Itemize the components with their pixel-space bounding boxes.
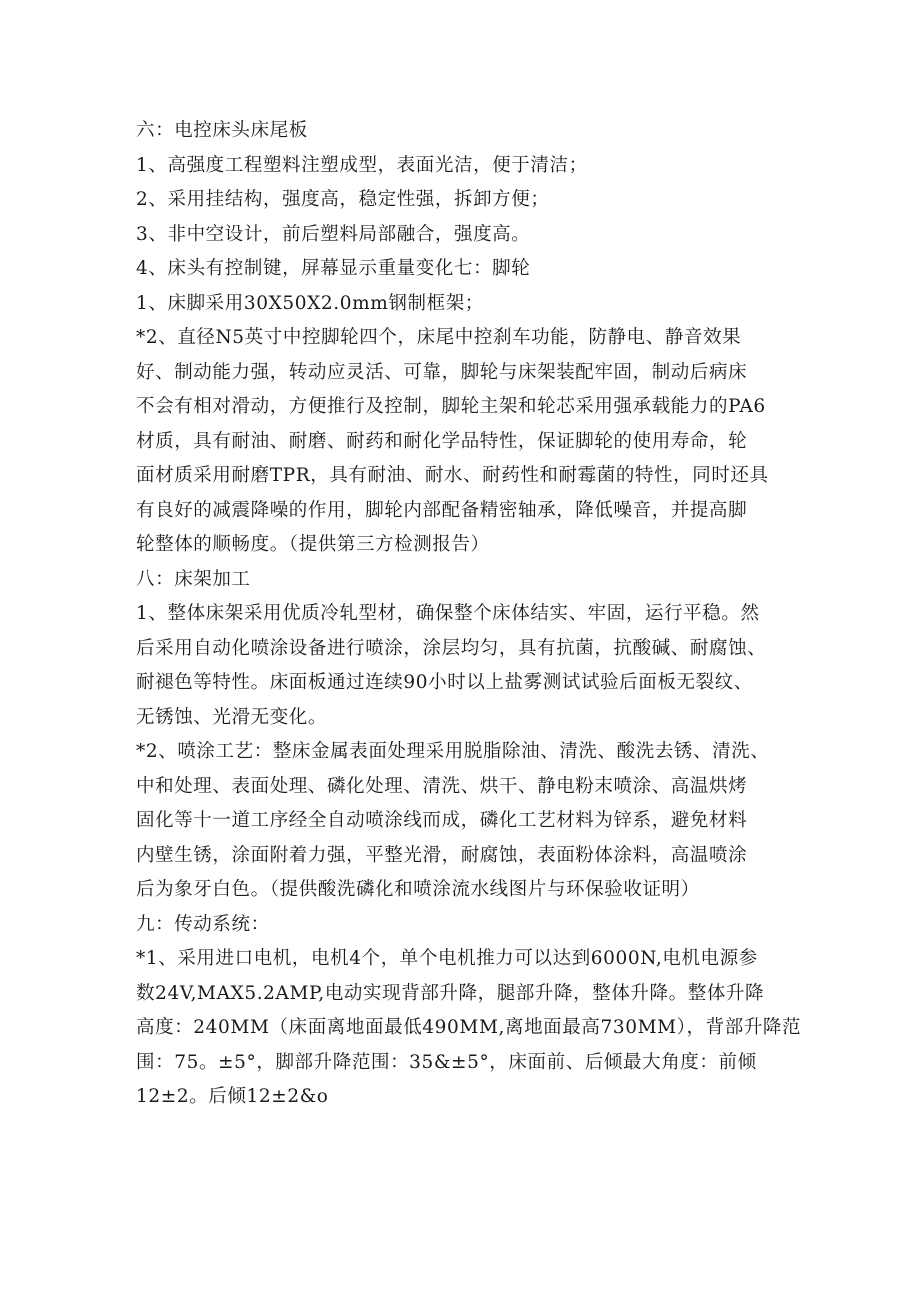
- text-line: *2、喷涂工艺：整床金属表面处理采用脱脂除油、清洗、酸洗去锈、清洗、: [136, 741, 770, 762]
- document-body: [136, 114, 802, 1115]
- text-line: 2、采用挂结构，强度高，稳定性强，拆卸方便；: [136, 189, 550, 210]
- text-line: 1、床脚采用30X50X2.0mm钢制框架；: [136, 292, 484, 314]
- text-line: 固化等十一道工序经全自动喷涂线而成，磷化工艺材料为锌系，避免材料: [136, 810, 748, 831]
- section-heading-frame: 八：床架加工: [136, 568, 251, 590]
- text-line: 面材质采用耐磨TPR，具有耐油、耐水、耐药性和耐霉菌的特性，同时还具: [136, 465, 769, 486]
- text-line: 12±2。后倾12±2&o: [136, 1086, 329, 1107]
- text-line: 有良好的减震降噪的作用，脚轮内部配备精密轴承，降低噪音，并提高脚: [136, 499, 748, 521]
- text-line: 后采用自动化喷涂设备进行喷涂，涂层均匀，具有抗菌，抗酸碱、耐腐蚀、: [136, 637, 767, 659]
- text-line: 好、制动能力强，转动应灵活、可靠，脚轮与床架装配牢固，制动后病床: [136, 361, 748, 383]
- text-line: *2、直径N5英寸中控脚轮四个，床尾中控刹车功能，防静电、静音效果: [136, 327, 742, 348]
- text-line: 后为象牙白色。（提供酸洗磷化和喷涂流水线图片与环保验收证明）: [136, 879, 700, 900]
- text-line: 无锈蚀、光滑无变化。: [136, 706, 328, 728]
- text-line: 数24V,MAX5.2AMP,电动实现背部升降，腿部升降，整体升降。整体升降: [136, 982, 765, 1004]
- text-line: 中和处理、表面处理、磷化处理、清洗、烘干、静电粉末喷涂、高温烘烤: [136, 775, 748, 797]
- text-line: 轮整体的顺畅度。（提供第三方检测报告）: [136, 534, 490, 555]
- text-line: 1、整体床架采用优质冷轧型材，确保整个床体结实、牢固，运行平稳。然: [136, 603, 760, 624]
- text-line: 不会有相对滑动，方便推行及控制，脚轮主架和轮芯采用强承载能力的PA6: [136, 396, 766, 417]
- text-line: 内壁生锈，涂面附着力强，平整光滑，耐腐蚀，表面粉体涂料，高温喷涂: [136, 844, 748, 866]
- section-heading-headboard: 六：电控床头床尾板: [136, 120, 308, 141]
- section-heading-drive-system: 九：传动系统：: [136, 913, 270, 935]
- text-line: 4、床头有控制键，屏幕显示重量变化七：脚轮: [136, 258, 531, 279]
- text-line: *1、采用进口电机，电机4个，单个电机推力可以达到6000N,电机电源参: [136, 948, 758, 969]
- text-line: 高度：240MM（床面离地面最低490MM,离地面最高730MM），背部升降范: [136, 1017, 802, 1038]
- text-line: 围：75。±5°，脚部升降范围：35&±5°，床面前、后倾最大角度：前倾: [136, 1051, 757, 1073]
- text-line: 材质，具有耐油、耐磨、耐药和耐化学品特性，保证脚轮的使用寿命，轮: [136, 430, 748, 452]
- text-line: 1、高强度工程塑料注塑成型，表面光洁，便于清洁；: [136, 154, 588, 176]
- text-line: 3、非中空设计，前后塑料局部融合，强度高。: [136, 223, 531, 245]
- text-line: 耐褪色等特性。床面板通过连续90小时以上盐雾测试试验后面板无裂纹、: [136, 672, 753, 693]
